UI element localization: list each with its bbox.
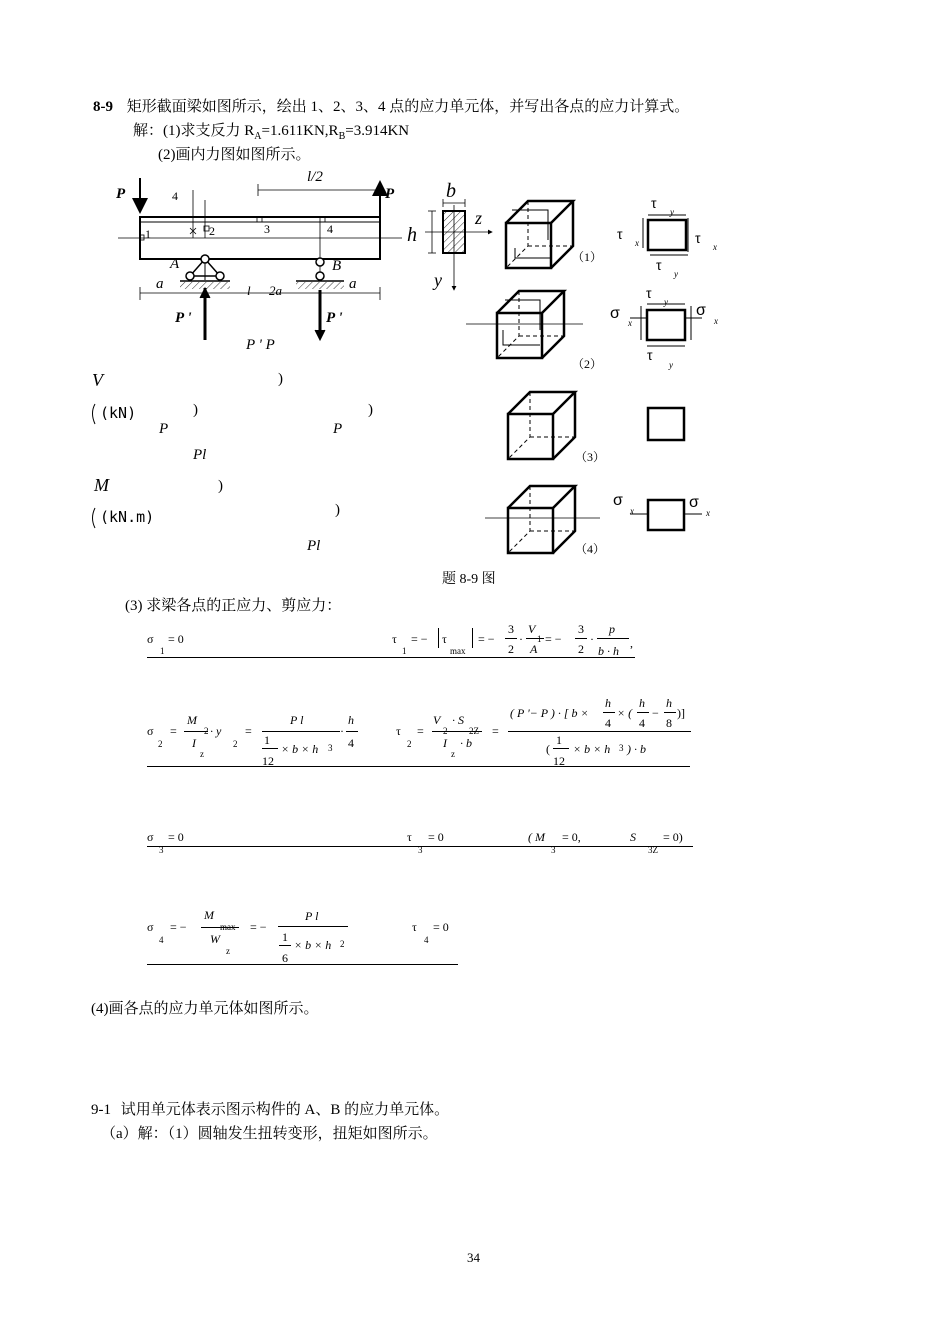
cube-2 [466, 291, 583, 358]
problem-number: 8-9 [93, 99, 113, 115]
moment-Pl: Pl [307, 538, 321, 554]
f2-Pl: P l [290, 713, 304, 727]
f4-sigma-sub: 4 [159, 935, 164, 945]
f2-den-bh: × b × h [573, 742, 611, 756]
f2-num-h3: h [666, 696, 672, 710]
sub-y-1b: y [674, 269, 678, 279]
f2-num-8: 8 [666, 716, 672, 730]
f1-sigma-sub: 1 [160, 646, 165, 656]
shear-unit: (kN) [100, 404, 137, 422]
f2-I-sub: z [200, 749, 204, 759]
point-4-label: 4 [327, 222, 333, 236]
shear-paren-3: ) [368, 402, 373, 418]
f1-V: V [528, 622, 536, 636]
f2-eq: = [170, 724, 177, 738]
f2-frac-line-5 [432, 731, 482, 732]
f2-Iz: I [443, 736, 447, 750]
f2-den-exp3: 3 [619, 743, 624, 753]
f2-dot: · [340, 724, 344, 738]
f3-tau-sub: 3 [418, 845, 423, 855]
f2-num-4a: 4 [605, 716, 611, 730]
f2-frac-line-h1 [603, 712, 615, 713]
f4-1: 1 [282, 930, 288, 944]
problem-9-1 [91, 1098, 449, 1119]
sub-x-4a: x [630, 506, 634, 516]
f2-frac-line-3 [262, 748, 278, 749]
f2-Iz-sub: z [451, 749, 455, 759]
step-4-text: (4)画各点的应力单元体如图所示。 [91, 1001, 319, 1017]
sigma-x-right-4: σ [689, 494, 699, 511]
tau-y-top-2: τ [646, 285, 652, 301]
f2-sigma: σ [147, 724, 154, 738]
element-1-label: （1） [572, 250, 603, 264]
problem-statement: 矩形截面梁如图所示，绘出 1、2、3、4 点的应力单元体，并写出各点的应力计算式。 [126, 99, 690, 115]
f2-frac-line-4 [346, 731, 358, 732]
f1-frac-line-b [526, 638, 544, 639]
f3-underline [147, 846, 693, 847]
f1-tau: τ [392, 632, 397, 646]
f1-comma: , [630, 636, 633, 650]
plane-element-3 [648, 408, 684, 440]
f1-frac-line-c [575, 638, 587, 639]
f3-S-sub: 3Z [648, 845, 658, 855]
step-2-text: (2)画内力图如图所示。 [158, 147, 311, 163]
f1-p: p [609, 622, 615, 636]
f1-underline [147, 657, 635, 658]
f3-eq: = 0 [168, 830, 184, 844]
sub-x-1b: x [713, 242, 717, 252]
f2-tau: τ [396, 724, 401, 738]
f2-num-x: × ( [617, 706, 633, 720]
ra-value: =1.611KN,R [261, 123, 339, 139]
reaction-text-a: 解：(1)求支反力 R [133, 123, 255, 139]
f4-bh2: × b × h [294, 938, 332, 952]
f2-num-4b: 4 [639, 716, 645, 730]
f3-S: S [630, 830, 636, 844]
shear-Pl: Pl [193, 447, 207, 463]
f1-dot2: · [590, 632, 594, 646]
f3-S-eq: = 0) [663, 830, 683, 844]
page-number: 34 [467, 1250, 480, 1265]
f2-den-1: 1 [556, 733, 562, 747]
load-P-left: P [116, 186, 126, 202]
f2-frac-line-1 [184, 731, 208, 732]
f3-M-sub: 3 [551, 845, 556, 855]
sub-x-2b: x [714, 316, 718, 326]
cube-3 [508, 392, 575, 459]
support-B-label: B [332, 258, 342, 274]
section-z-label: z [475, 208, 483, 228]
section-b-label: b [446, 180, 456, 202]
f4-exp2: 2 [340, 939, 345, 949]
f4-tau-sub: 4 [424, 935, 429, 945]
f2-1: 1 [264, 733, 270, 747]
f2-M-sub: 2 [204, 726, 209, 736]
point-3-label: 3 [264, 222, 270, 236]
f2-eq4: = [492, 724, 499, 738]
f4-tau-eq: = 0 [433, 920, 449, 934]
label-P-prime-P: P ' P [246, 337, 275, 353]
f2-eq3: = [417, 724, 424, 738]
f2-M: M [187, 713, 197, 727]
f2-12: 12 [262, 754, 274, 768]
sub-x-2a: x [628, 318, 632, 328]
f1-sigma: σ [147, 632, 154, 646]
f4-underline [147, 964, 458, 965]
dim-2a: 2a [269, 283, 282, 298]
f2-den-end: ) · b [627, 742, 646, 756]
f1-eq2: = − [478, 632, 495, 646]
f2-y-sub: 2 [233, 739, 238, 749]
f1-frac-line-a [505, 638, 517, 639]
dim-a-left: a [156, 276, 164, 292]
f1-sigma-eq: = 0 [168, 632, 184, 646]
f4-frac-line-1 [201, 927, 239, 928]
f1-tau-eq: = − [411, 632, 428, 646]
f1-tau-sub: 1 [402, 646, 407, 656]
f4-6: 6 [282, 951, 288, 965]
f2-V: V [433, 713, 441, 727]
rb-value: =3.914KN [345, 123, 410, 139]
shear-diagram-label: V [92, 370, 103, 390]
tau-y-bottom-1: τ [656, 257, 662, 273]
dim-a-right: a [349, 276, 357, 292]
element-4-label: （4） [575, 542, 606, 556]
f2-bh3: × b × h [281, 742, 319, 756]
shear-P-2: P [333, 421, 343, 437]
f2-tau-sub: 2 [407, 739, 412, 749]
step-3-text: (3) 求梁各点的正应力、剪应力： [125, 598, 342, 614]
f1-den-2b: 2 [578, 642, 584, 656]
sub-y-2a: y [664, 297, 668, 307]
f4-M: M [204, 908, 214, 922]
problem-9-1-statement: 试用单元体表示图示构件的 A、B 的应力单元体。 [120, 1102, 450, 1118]
sigma-x-right-2: σ [696, 302, 706, 319]
f3-paren-M: ( M [528, 830, 545, 844]
f4-eq2: = − [250, 920, 267, 934]
figure-caption: 题 8-9 图 [442, 572, 496, 587]
f3-sigma-sub: 3 [159, 845, 164, 855]
f2-main-frac-line [508, 731, 691, 732]
reaction-P-prime-left: P ' [175, 310, 192, 326]
support-A-label: A [170, 256, 180, 272]
f2-frac-line-h3 [664, 712, 676, 713]
f4-sigma: σ [147, 920, 154, 934]
f2-b: · b [460, 736, 472, 750]
f3-M-eq: = 0, [562, 830, 581, 844]
beam [118, 217, 402, 259]
f2-S-sub: 2Z [469, 726, 479, 736]
dim-l: l [247, 283, 251, 298]
f2-num-text: ( P '− P ) · [ b × [510, 706, 589, 720]
f2-eq2: = [245, 724, 252, 738]
f2-frac-line-2 [262, 731, 340, 732]
label-half-l: l/2 [307, 169, 323, 185]
f2-sigma-sub: 2 [158, 739, 163, 749]
f1-abs-bar-right [472, 628, 473, 648]
plane-element-2 [630, 304, 702, 346]
f1-abs-max: max [450, 646, 466, 656]
load-P-right: P [385, 186, 395, 202]
problem-9-1-number: 9-1 [91, 1102, 111, 1118]
moment-paren-2: ) [335, 502, 340, 518]
point-1-label: 1 [145, 227, 151, 241]
f2-exp3: 3 [328, 743, 333, 753]
f2-I: I [192, 736, 196, 750]
f2-den-12: 12 [553, 754, 565, 768]
reaction-P-prime-right: P ' [326, 310, 343, 326]
element-2-label: （2） [572, 357, 603, 371]
shear-paren-1: ) [278, 371, 283, 387]
shear-paren-2: ) [193, 402, 198, 418]
plane-element-1 [643, 215, 688, 255]
f4-W-sub: z [226, 946, 230, 956]
f2-den-frac-line [553, 748, 569, 749]
shear-P-1: P [159, 421, 169, 437]
f2-num-h2: h [639, 696, 645, 710]
f4-M-sub: max [220, 922, 236, 932]
moment-paren-1: ) [218, 478, 223, 494]
f2-h: h [348, 713, 354, 727]
f1-eq3: = − [545, 632, 562, 646]
problem-9-1-part-a: （a）解：（1）圆轴发生扭转变形，扭矩如图所示。 [101, 1126, 438, 1142]
f4-frac-line-2 [278, 926, 348, 927]
f2-S: · S [452, 713, 464, 727]
f1-V-sub: 1 [537, 634, 542, 644]
moment-diagram-label: M [94, 475, 109, 495]
label-4-top: 4 [172, 189, 178, 203]
f2-V-sub: 2 [443, 726, 448, 736]
f3-tau-eq: = 0 [428, 830, 444, 844]
sigma-x-left-4: σ [613, 492, 623, 509]
section-h-label: h [407, 224, 417, 246]
sub-x-1a: x [635, 238, 639, 248]
tau-x-left-1: τ [617, 226, 623, 242]
sub-y-2b: y [669, 360, 673, 370]
cube-1 [506, 201, 573, 268]
sub-y-1a: y [670, 207, 674, 217]
f2-y: · y [210, 724, 222, 738]
f1-A: A [530, 642, 538, 656]
tau-y-bottom-2: τ [647, 347, 653, 363]
f4-eq: = − [170, 920, 187, 934]
sub-x-4b: x [706, 508, 710, 518]
f1-dot1: · [519, 632, 523, 646]
f2-num-minus: − [652, 706, 659, 720]
tau-y-top-1: τ [651, 195, 657, 211]
moment-unit: (kN.m) [100, 508, 155, 526]
f2-den-open: ( [546, 742, 550, 756]
f1-num-3b: 3 [578, 622, 584, 636]
sigma-x-left-2: σ [610, 305, 620, 322]
f2-num-end: )] [677, 706, 685, 720]
rb-subscript: B [338, 131, 346, 142]
f2-num-h1: h [605, 696, 611, 710]
element-3-label: （3） [575, 450, 606, 464]
section-y-label: y [434, 270, 442, 290]
f1-num-3a: 3 [508, 622, 514, 636]
f4-tau: τ [412, 920, 417, 934]
tau-x-right-1: τ [695, 230, 701, 246]
point-2-label: 2 [209, 224, 215, 238]
f2-frac-line-h2 [637, 712, 649, 713]
f2-underline [147, 766, 690, 767]
ra-subscript: A [254, 131, 262, 142]
f2-4: 4 [348, 736, 354, 750]
support-A [180, 255, 230, 289]
f1-den-2a: 2 [508, 642, 514, 656]
f3-sigma: σ [147, 830, 154, 844]
f4-Pl: P l [305, 909, 319, 923]
f1-frac-line-d [597, 638, 629, 639]
f4-frac-line-3 [279, 945, 291, 946]
f1-bh: b · h [598, 644, 619, 658]
f1-abs-bar-left [438, 628, 439, 648]
support-B [296, 222, 344, 289]
f4-W: W [210, 932, 220, 946]
f1-abs-tau: τ [442, 632, 447, 646]
f3-tau: τ [407, 830, 412, 844]
